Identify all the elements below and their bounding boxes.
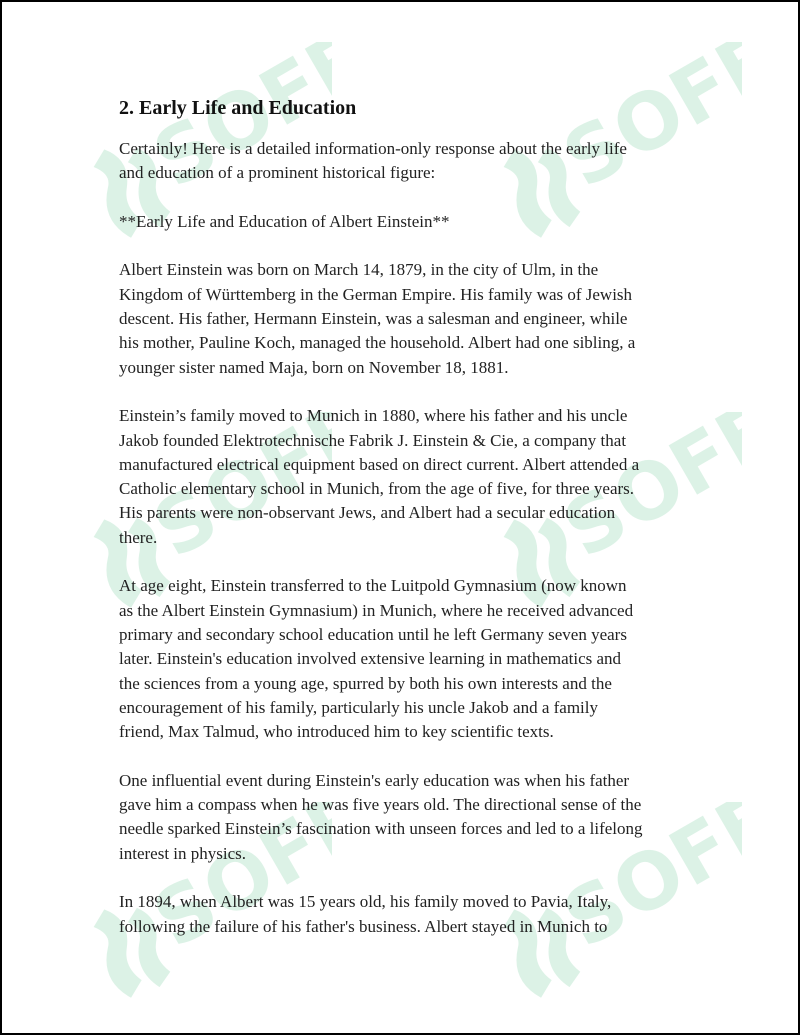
svg-text:SOFF: SOFF	[139, 412, 332, 576]
paragraph-pavia: In 1894, when Albert was 15 years old, his family moved to Pavia, Italy, following the failure of his father's business. Albert stayed in Munich to	[119, 892, 612, 936]
paragraph-gymnasium: At age eight, Einstein transferred to the Luitpold Gymnasium (now known as the Albert Einstein Gymnasium) in Munich, where he received advanced primary and secondary school education until he left Germany seven years later. Einstein's education involved extensive learning in mathematics and the sciences from a young age, spurred by both his own interests and the encouragement of his family, particularly his uncle Jakob and a family friend, Max Talmud, who introduced him to key scientific texts.	[119, 576, 634, 742]
paragraph-birth: Albert Einstein was born on March 14, 1879, in the city of Ulm, in the Kingdom of Württemberg in the German Empire. His family was of Jewish descent. His father, Hermann Einstein, was a salesman and engineer, while his mother, Pauline Koch, managed the household. Albert had one sibling, a younger sister named Maja, born on November 18, 1881.	[119, 260, 636, 377]
svg-text:SOFF: SOFF	[139, 42, 332, 206]
svg-text:SOFF: SOFF	[549, 802, 742, 966]
svg-text:SOFF: SOFF	[139, 802, 332, 966]
svg-text:SOFF: SOFF	[549, 42, 742, 206]
document-body	[119, 95, 694, 963]
paragraph-subtitle: **Early Life and Education of Albert Einstein**	[119, 211, 450, 231]
paragraph-munich: Einstein’s family moved to Munich in 1880, where his father and his uncle Jakob founded Elektrotechnische Fabrik J. Einstein & Cie, a company that manufactured electrical equipment based on direct current. Albert attended a Catholic elementary school in Munich, from the age of five, for three years. His parents were non-observant Jews, and Albert had a secular education there.	[119, 406, 640, 547]
section-heading: 2. Early Life and Education	[119, 97, 357, 119]
svg-text:SOFF: SOFF	[549, 412, 742, 576]
paragraph-intro: Certainly! Here is a detailed information-only response about the early life and education of a prominent historical figure:	[119, 139, 627, 183]
paragraph-compass: One influential event during Einstein's early education was when his father gave him a compass when he was five years old. The directional sense of the needle sparked Einstein’s fascination with unseen forces and led to a lifelong interest in physics.	[119, 770, 643, 863]
